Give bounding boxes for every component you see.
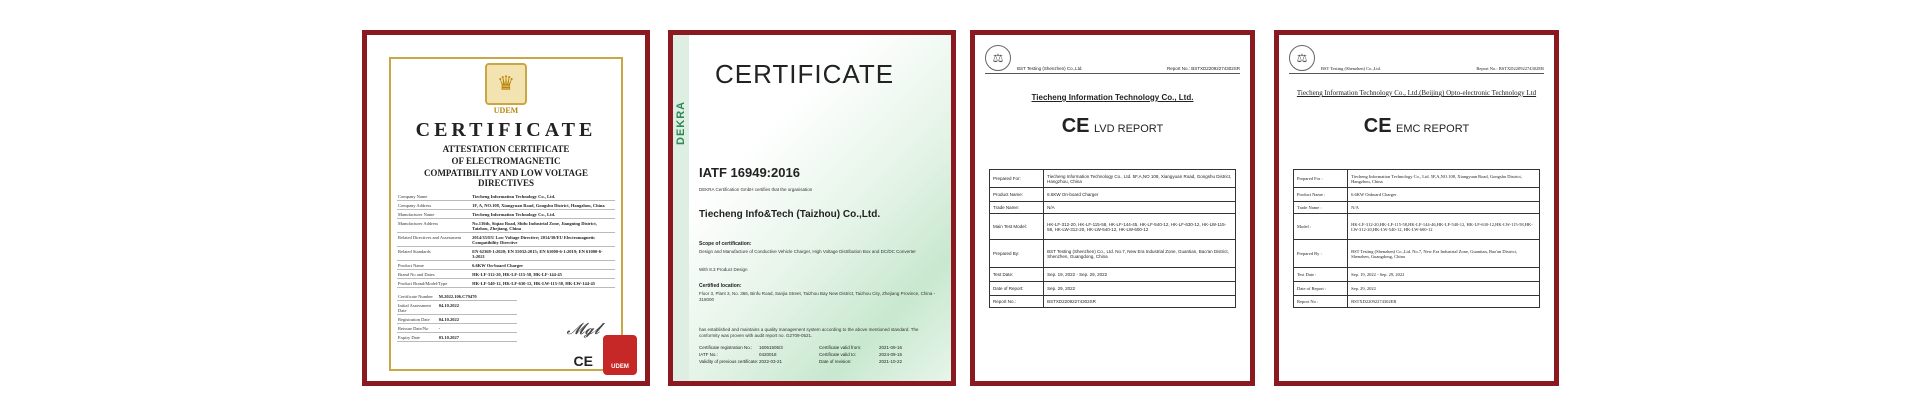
certificate-title: CERTIFICATE bbox=[715, 59, 895, 89]
row-value: 6.6KW On-board Charger bbox=[471, 261, 615, 270]
row-label: Expiry Date bbox=[397, 333, 438, 342]
row-label: Report No.: bbox=[990, 296, 1044, 308]
row-label: Manufacturer Address bbox=[397, 219, 471, 233]
row-value: N/A bbox=[1044, 202, 1236, 214]
table-row bbox=[990, 188, 1236, 202]
bst-logo-icon: ⚖ bbox=[985, 45, 1011, 71]
row-value: Sep. 29, 2022 bbox=[1348, 282, 1540, 296]
table-row bbox=[397, 201, 615, 210]
row-value: Tiecheng Information Technology Co., Ltd. 5F,A,NO.108, Xiangyuan Road, Gongshu District, Hangzhou, China bbox=[1348, 170, 1540, 188]
row-label: Product Name: bbox=[990, 188, 1044, 202]
row-value: HK-LF-312-20, HK-LF-115-58, HK-LF-144-45 bbox=[471, 270, 615, 279]
row-value: EN 62368-1:2020; EN 55032:2015; EN 61000-6-1:2019; EN 61000-6-3:2021 bbox=[471, 247, 615, 261]
location-label: Certified location: bbox=[699, 283, 742, 289]
table-row bbox=[990, 202, 1236, 214]
table-row bbox=[397, 333, 517, 342]
table-row bbox=[397, 219, 615, 233]
row-value: BSTXD22092274302SR bbox=[1044, 296, 1236, 308]
row-label: Certificate Number bbox=[397, 292, 438, 301]
signature: 𝓜𝓰𝓵 bbox=[566, 319, 600, 338]
table-row bbox=[990, 282, 1236, 296]
row-label: Reissue Date/No bbox=[397, 324, 438, 333]
row-value: Sep. 29, 2022 bbox=[1044, 282, 1236, 296]
lvd-report-card[interactable] bbox=[970, 30, 1255, 386]
row-value: 6.6KW Onboard Charger bbox=[1348, 188, 1540, 202]
certificate-title: CERTIFICATE bbox=[415, 119, 597, 141]
row-label: Product Name bbox=[397, 261, 471, 270]
table-row bbox=[397, 279, 615, 288]
validity-row bbox=[699, 345, 939, 350]
row-value: 04.10.2022 bbox=[438, 315, 517, 324]
row-label: Related Standards bbox=[397, 247, 471, 261]
row-value: 6.6KW On-board Charger bbox=[1044, 188, 1236, 202]
udem-certificate-card[interactable] bbox=[362, 30, 650, 386]
dekra-logo: DEKRA bbox=[675, 100, 687, 145]
report-info-table bbox=[989, 169, 1236, 308]
row-label: Main Test Model: bbox=[990, 214, 1044, 240]
table-row bbox=[1294, 240, 1540, 268]
table-row bbox=[990, 214, 1236, 240]
certificate-dates-table bbox=[397, 292, 517, 342]
table-row bbox=[397, 210, 615, 219]
intro-text: DEKRA Certification GmbH certifies that the organisation bbox=[699, 187, 813, 192]
row-label: Prepared By : bbox=[1294, 240, 1348, 268]
report-title bbox=[975, 115, 1250, 138]
scope-text: Design and Manufacture of Conductive Vehicle Charger, High Voltage Distribution Box and DC/DC Converter bbox=[699, 249, 916, 254]
table-row bbox=[990, 296, 1236, 308]
row-value: Sep. 19, 2022 - Sep. 29, 2022 bbox=[1348, 268, 1540, 282]
report-company: Tiecheng Information Technology Co., Ltd. bbox=[1031, 93, 1194, 102]
row-value: 04.10.2022 bbox=[438, 301, 517, 315]
report-info-table bbox=[1293, 169, 1540, 308]
table-row bbox=[397, 233, 615, 247]
row-label: Product Brand/Model/Type bbox=[397, 279, 471, 288]
report-number-header: Report No.: BSTXD22092274302SR bbox=[1166, 66, 1240, 71]
row-label: Prepared By: bbox=[990, 240, 1044, 268]
dekra-side-band bbox=[673, 35, 689, 381]
row-label: Prepared For: bbox=[990, 170, 1044, 188]
validity-cell: 2021-09-16 bbox=[879, 345, 903, 350]
validity-cell: Certificate valid to: bbox=[819, 352, 857, 357]
bst-logo-icon: ⚖ bbox=[1289, 45, 1315, 71]
row-value: 2014/35/EU Low Voltage Directive; 2014/30/EU Electromagnetic Compatibility Directive bbox=[471, 233, 615, 247]
validity-cell: 2021-10-22 bbox=[879, 359, 903, 364]
report-type: LVD REPORT bbox=[1093, 123, 1164, 135]
row-value: Tiecheng Information Technology Co., Ltd. 5F,A,NO 108, Xiangyuan Road, Gongshu District, Hangzhou, China bbox=[1044, 170, 1236, 188]
dekra-certificate-card[interactable] bbox=[668, 30, 956, 386]
row-value: N/A bbox=[1348, 202, 1540, 214]
row-label: Date of Report : bbox=[1294, 282, 1348, 296]
product-design-note: With 8.3 Product Design bbox=[699, 267, 748, 272]
row-label: Related Directives and Assessment bbox=[397, 233, 471, 247]
company-name: Tiecheng Info&Tech (Taizhou) Co.,Ltd. bbox=[699, 209, 881, 220]
row-value: HK-LF-312-20, HK-LF-115-58, HK-LF-144-45, HK-LF-540-12, HK-LF-630-12, HK-LW-115-58, HK-LW-312-20, HK-LW-540-12, HK-LW-600-12 bbox=[1044, 214, 1236, 240]
validity-cell: Certificate registration No.: bbox=[699, 345, 753, 350]
report-number-header: Report No.: BSTXD22092274302ER bbox=[1476, 66, 1544, 71]
table-row bbox=[397, 261, 615, 270]
validity-row bbox=[699, 352, 939, 357]
table-row bbox=[397, 292, 517, 301]
table-row bbox=[397, 270, 615, 279]
report-type: EMC REPORT bbox=[1396, 123, 1470, 135]
row-label: Trade Name: bbox=[990, 202, 1044, 214]
table-row bbox=[1294, 202, 1540, 214]
row-value: M.2022.106.C79470 bbox=[438, 292, 517, 301]
table-row bbox=[990, 240, 1236, 268]
report-company: Tiecheng Information Technology Co., Ltd.(Beijing) Opto-electronic Technology Ltd bbox=[1296, 89, 1537, 97]
row-value: BST Testing (Shenzhen) Co.,Ltd. No.7, New Era Industrial Zone, Guantian, Bao'an District, Shenzhen, Guangdong, China bbox=[1348, 240, 1540, 268]
validity-cell: Date of revision: bbox=[819, 359, 852, 364]
table-row bbox=[1294, 170, 1540, 188]
row-label: Brand No and Dates bbox=[397, 270, 471, 279]
table-row bbox=[1294, 188, 1540, 202]
row-value: BST Testing (Shenzhen) Co., Ltd. No.7, New Era Industrial Zone, Guantian, Bao'an District, Shenzhen, Guangdong, China bbox=[1044, 240, 1236, 268]
row-value: Tiecheng Information Technology Co., Ltd. bbox=[471, 192, 615, 201]
table-row bbox=[397, 301, 517, 315]
validity-cell: 2024-09-15 bbox=[879, 352, 903, 357]
row-label: Date of Report: bbox=[990, 282, 1044, 296]
ce-mark-icon: CE bbox=[573, 353, 593, 369]
ce-mark-icon: CE bbox=[1061, 115, 1090, 137]
table-row bbox=[397, 324, 517, 333]
report-title bbox=[1279, 115, 1554, 138]
row-label: Product Name : bbox=[1294, 188, 1348, 202]
certificate-subtitle-1: ATTESTATION CERTIFICATE bbox=[442, 144, 570, 154]
validity-row bbox=[699, 359, 939, 364]
row-value: 1F, A, NO.108, Xiangyuan Road, Gongshu District, Hangzhou, China bbox=[471, 201, 615, 210]
lab-name: BST Testing (Shenzhen) Co.,Ltd. bbox=[1321, 66, 1382, 71]
row-label: Initial Assessment Date bbox=[397, 301, 438, 315]
validity-cell: Validity of previous certificate: bbox=[699, 359, 759, 364]
table-row bbox=[1294, 282, 1540, 296]
row-value: HK-LF-540-12, HK-LF-630-12, HK-LW-115-58, HK-LW-144-45 bbox=[471, 279, 615, 288]
scope-label: Scope of certification: bbox=[699, 241, 752, 247]
row-value: 03.10.2027 bbox=[438, 333, 517, 342]
validity-cell: 16061505/3 bbox=[759, 345, 783, 350]
row-label: Test Date: bbox=[990, 268, 1044, 282]
table-row bbox=[397, 192, 615, 201]
emc-report-card[interactable] bbox=[1274, 30, 1559, 386]
row-label: Company Name bbox=[397, 192, 471, 201]
row-label: Company Address bbox=[397, 201, 471, 210]
udem-logo-text: UDEM bbox=[493, 106, 519, 115]
report-header bbox=[985, 45, 1240, 74]
validity-cell: Certificate valid from: bbox=[819, 345, 862, 350]
row-label: Trade Name : bbox=[1294, 202, 1348, 214]
row-label: Registration Date bbox=[397, 315, 438, 324]
row-label: Prepared For : bbox=[1294, 170, 1348, 188]
row-label: Report No : bbox=[1294, 296, 1348, 308]
conformity-note: has established and maintains a quality management system according to the above mentioned standard. The conformity was proven with audit report no. G2709-0521. bbox=[699, 327, 919, 338]
row-label: Manufacturer Name bbox=[397, 210, 471, 219]
table-row bbox=[1294, 268, 1540, 282]
validity-cell: IATF No.: bbox=[699, 352, 718, 357]
table-row bbox=[990, 268, 1236, 282]
row-value: No.136th, Siqiao Road, Shifu Industrial Zone, Jiangning District, Taizhou, Zhejiang, China bbox=[471, 219, 615, 233]
table-row bbox=[397, 315, 517, 324]
table-row bbox=[397, 247, 615, 261]
ce-mark-icon: CE bbox=[1363, 115, 1392, 137]
row-value: BSTXD22092274302ER bbox=[1348, 296, 1540, 308]
certificate-details-table bbox=[397, 192, 615, 288]
table-row bbox=[1294, 296, 1540, 308]
row-value: Tiecheng Information Technology Co., Ltd. bbox=[471, 210, 615, 219]
table-row bbox=[1294, 214, 1540, 240]
row-value: Sep. 19, 2022 - Sep. 29, 2022 bbox=[1044, 268, 1236, 282]
standard-name: IATF 16949:2016 bbox=[699, 165, 800, 180]
row-value: HK-LF-312-20,HK-LF-115-58,HK-LF-144-46,HK-LF-540-12, HK-LF-630-12,HK-LW-115-58,HK-LW-312-20,HK-LW-540-12, HK-LW-600-12 bbox=[1348, 214, 1540, 240]
row-label: Model : bbox=[1294, 214, 1348, 240]
table-row bbox=[990, 170, 1236, 188]
location-text: Floor 3, Plant 3, No. 366, Binfu Road, Sanjia Street, Taizhou Bay New District, Taizhou City, Zhejiang Province, China - 318000 bbox=[699, 291, 936, 302]
report-header bbox=[1289, 45, 1544, 74]
validity-cell: 2022-03-21 bbox=[759, 359, 783, 364]
certificate-subtitle-3: COMPATIBILITY AND LOW VOLTAGE DIRECTIVES bbox=[423, 168, 589, 188]
lab-name: BST Testing (Shenzhen) Co.,Ltd. bbox=[1017, 66, 1083, 71]
lion-crest-icon: ♛ bbox=[485, 63, 527, 105]
validity-cell: 0420018 bbox=[759, 352, 777, 357]
row-label: Test Date : bbox=[1294, 268, 1348, 282]
row-value: - bbox=[438, 324, 517, 333]
udem-stamp: UDEM bbox=[603, 335, 637, 375]
certificate-subtitle-2: OF ELECTROMAGNETIC bbox=[451, 156, 561, 166]
